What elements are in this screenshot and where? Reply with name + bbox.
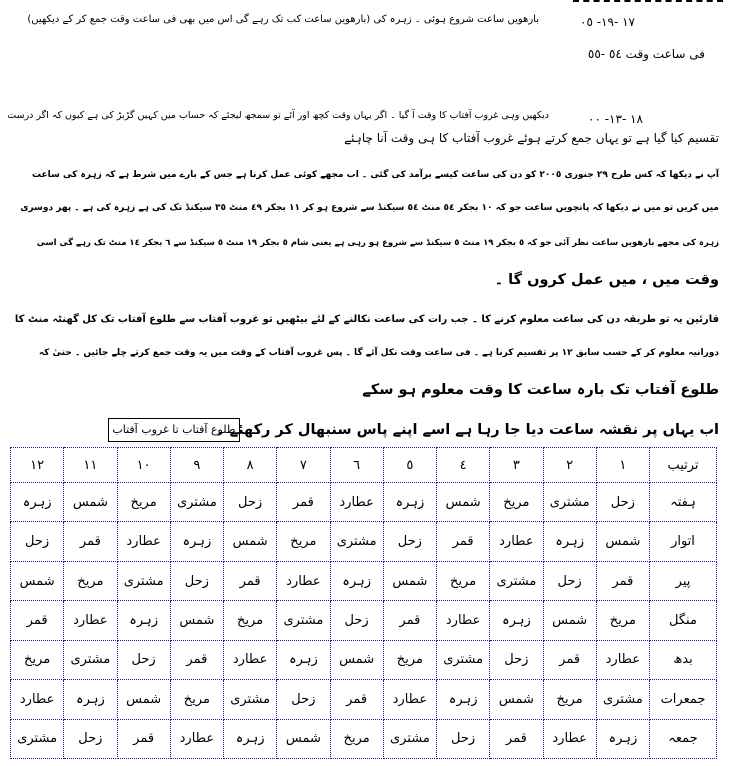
- table-cell: زہرہ: [11, 483, 64, 522]
- table-cell: شمس: [543, 601, 596, 640]
- table-cell: عطارد: [437, 601, 490, 640]
- top-dashed-rule: [573, 0, 723, 2]
- table-cell: عطارد: [64, 601, 117, 640]
- table-cell: شمس: [170, 601, 223, 640]
- table-cell: مریخ: [596, 601, 649, 640]
- table-cell: شمس: [64, 483, 117, 522]
- table-row-saturday: [11, 483, 717, 522]
- table-cell: زحل: [11, 522, 64, 561]
- table-cell: شمس: [490, 680, 543, 719]
- table-cell: زحل: [543, 561, 596, 600]
- table-cell: زحل: [383, 522, 436, 561]
- per-hour-label: فی ساعت وقت: [625, 47, 705, 61]
- table-cell: عطارد: [117, 522, 170, 561]
- para1-line2: میں کریں تو میں نے دیکھا کہ پانچویں ساعت جو کہ ١٠ بجکر ٥٤ منٹ ٥٤ سیکنڈ سے شروع ہو کر ١١ بجکر ٤٩ منٹ ٣٥ سیکنڈ تک کی ہے زہرہ کی ہے ۔ پھر دوسری: [20, 203, 719, 213]
- table-cell: مریخ: [64, 561, 117, 600]
- order-header: ترتیب: [650, 448, 717, 483]
- table-cell: مریخ: [170, 680, 223, 719]
- table-cell: مریخ: [437, 561, 490, 600]
- table-cell: زہرہ: [170, 522, 223, 561]
- hour-number-2: ٢: [543, 448, 596, 483]
- table-row-friday: [11, 719, 717, 758]
- table-cell: مشتری: [596, 680, 649, 719]
- table-cell: مریخ: [277, 522, 330, 561]
- table-row-sunday: [11, 522, 717, 561]
- table-cell: زحل: [437, 719, 490, 758]
- table-cell: عطارد: [277, 561, 330, 600]
- day-label: بدھ: [650, 640, 717, 679]
- table-cell: زحل: [330, 601, 383, 640]
- table-cell: زہرہ: [117, 601, 170, 640]
- table-cell: زحل: [277, 680, 330, 719]
- table-cell: زہرہ: [383, 483, 436, 522]
- hour-number-4: ٤: [437, 448, 490, 483]
- table-cell: عطارد: [170, 719, 223, 758]
- table-cell: زہرہ: [543, 522, 596, 561]
- table-cell: شمس: [277, 719, 330, 758]
- table-cell: مشتری: [437, 640, 490, 679]
- table-cell: زحل: [170, 561, 223, 600]
- hour-number-12: ١٢: [11, 448, 64, 483]
- table-cell: زہرہ: [277, 640, 330, 679]
- hour-number-6: ٦: [330, 448, 383, 483]
- para1-line1: آپ نے دیکھا کہ کس طرح ٢٩ جنوری ٢٠٠٥ کو دن کی ساعت کیسے برآمد کی گئی ۔ اب مجھے کوئی عمل کرنا ہے جس کے بارے میں شرط ہے کہ زہرہ کی ساعت: [31, 170, 719, 180]
- table-cell: عطارد: [543, 719, 596, 758]
- day-label: پیر: [650, 561, 717, 600]
- day-label: جمعہ: [650, 719, 717, 758]
- table-cell: عطارد: [383, 680, 436, 719]
- para1-line3: زہرہ کی مجھے بارھویں ساعت نظر آئی جو کہ ٥ بجکر ١٩ منٹ ٥ سیکنڈ سے شروع ہو رہی ہے یعنی شام ٥ بجکر ١٩ منٹ ٥ سیکنڈ سے ٦ بجکر ١٤ منٹ تک رہے گی اسی: [36, 238, 719, 248]
- table-cell: قمر: [383, 601, 436, 640]
- day-label: ہفتہ: [650, 483, 717, 522]
- per-hour-value: ٥٤ -٥٥: [587, 47, 622, 61]
- table-cell: عطارد: [224, 640, 277, 679]
- table-cell: قمر: [11, 601, 64, 640]
- table-cell: شمس: [224, 522, 277, 561]
- table-cell: شمس: [596, 522, 649, 561]
- sunrise-sunset-label-box: طلوع آفتاب تا غروب آفتاب: [108, 418, 240, 442]
- table-cell: مریخ: [383, 640, 436, 679]
- table-cell: زہرہ: [64, 680, 117, 719]
- table-cell: مریخ: [330, 719, 383, 758]
- table-cell: زحل: [64, 719, 117, 758]
- table-header-row: [11, 448, 717, 483]
- table-cell: شمس: [117, 680, 170, 719]
- table-cell: زہرہ: [490, 601, 543, 640]
- table-cell: مریخ: [543, 680, 596, 719]
- table-cell: مشتری: [224, 680, 277, 719]
- table-cell: قمر: [170, 640, 223, 679]
- hour-number-10: ١٠: [117, 448, 170, 483]
- table-cell: مشتری: [64, 640, 117, 679]
- table-row-tuesday: [11, 601, 717, 640]
- table-cell: مشتری: [277, 601, 330, 640]
- table-row-wednesday: [11, 640, 717, 679]
- entry2-line1: دیکھیں وہی غروب آفتاب کا وقت آ گیا ۔ اگر یہاں وقت کچھ اور آئے تو سمجھ لیجئے کہ حساب میں کہیں گڑبڑ کی ہے کیوں کہ اگر درست: [7, 110, 549, 121]
- para2-line2: دورانیہ معلوم کر کے حسب سابق ١٢ پر تقسیم کرنا ہے ۔ فی ساعت وقت نکل آئے گا ۔ پس غروب آفتاب کے وقت میں یہ وقت جمع کرتے چلے جائیں ۔ حتیٰ کہ: [38, 348, 719, 358]
- table-cell: مشتری: [330, 522, 383, 561]
- table-cell: مریخ: [11, 640, 64, 679]
- entry2-line2: تقسیم کیا گیا ہے تو یہاں جمع کرتے ہوئے غروب آفتاب کا ہی وقت آنا چاہئے: [344, 131, 719, 145]
- table-cell: قمر: [543, 640, 596, 679]
- entry1-text: بارھویں ساعت شروع ہوئی ۔ زہرہ کی (بارھویں ساعت کب تک رہے گی اس میں بھی فی ساعت وقت جمع کر کے دیکھیں): [27, 14, 539, 25]
- entry2-time: ١٨ -١٣- ٠٠: [588, 112, 643, 126]
- table-cell: مشتری: [383, 719, 436, 758]
- day-label: اتوار: [650, 522, 717, 561]
- table-cell: مریخ: [224, 601, 277, 640]
- table-cell: قمر: [64, 522, 117, 561]
- table-cell: قمر: [277, 483, 330, 522]
- hour-number-9: ٩: [170, 448, 223, 483]
- table-cell: شمس: [330, 640, 383, 679]
- table-cell: مریخ: [490, 483, 543, 522]
- table-cell: قمر: [437, 522, 490, 561]
- table-cell: قمر: [224, 561, 277, 600]
- table-cell: زہرہ: [224, 719, 277, 758]
- table-cell: مشتری: [117, 561, 170, 600]
- para2-line1: قارئین یہ تو طریقہ دن کی ساعت معلوم کرنے کا ۔ جب رات کی ساعت نکالنے کے لئے بیٹھیں تو غروب آفتاب سے طلوع آفتاب تک کل گھنٹہ منٹ کا: [14, 314, 719, 325]
- table-cell: زحل: [117, 640, 170, 679]
- table-cell: مشتری: [490, 561, 543, 600]
- table-cell: مشتری: [170, 483, 223, 522]
- table-cell: عطارد: [596, 640, 649, 679]
- planetary-hours-table: [10, 447, 717, 759]
- table-row-thursday: [11, 680, 717, 719]
- table-cell: عطارد: [11, 680, 64, 719]
- entry1-per-hour: [588, 47, 705, 61]
- table-cell: شمس: [383, 561, 436, 600]
- hour-number-5: ٥: [383, 448, 436, 483]
- table-cell: زہرہ: [330, 561, 383, 600]
- hour-number-8: ٨: [224, 448, 277, 483]
- day-label: منگل: [650, 601, 717, 640]
- hour-number-1: ١: [596, 448, 649, 483]
- table-cell: زہرہ: [437, 680, 490, 719]
- table-cell: مریخ: [117, 483, 170, 522]
- table-cell: زحل: [224, 483, 277, 522]
- hour-number-3: ٣: [490, 448, 543, 483]
- day-label: جمعرات: [650, 680, 717, 719]
- table-cell: مشتری: [543, 483, 596, 522]
- table-cell: مشتری: [11, 719, 64, 758]
- table-intro: اب یہاں پر نقشہ ساعت دیا جا رہا ہے اسے اپنے پاس سنبھال کر رکھئے ۔: [216, 422, 719, 438]
- hour-number-11: ١١: [64, 448, 117, 483]
- table-row-monday: [11, 561, 717, 600]
- hour-number-7: ٧: [277, 448, 330, 483]
- table-cell: قمر: [596, 561, 649, 600]
- table-cell: زحل: [490, 640, 543, 679]
- table-cell: شمس: [11, 561, 64, 600]
- para1-line4: وقت میں ، میں عمل کروں گا ۔: [494, 272, 719, 288]
- table-cell: قمر: [117, 719, 170, 758]
- table-cell: قمر: [490, 719, 543, 758]
- table-cell: قمر: [330, 680, 383, 719]
- table-cell: زحل: [596, 483, 649, 522]
- table-cell: عطارد: [490, 522, 543, 561]
- para2-line3: طلوع آفتاب تک بارہ ساعت کا وقت معلوم ہو سکے: [362, 382, 719, 398]
- entry1-time: ١٧ -١٩- ٠٥: [580, 15, 635, 29]
- table-cell: عطارد: [330, 483, 383, 522]
- table-cell: شمس: [437, 483, 490, 522]
- table-cell: زہرہ: [596, 719, 649, 758]
